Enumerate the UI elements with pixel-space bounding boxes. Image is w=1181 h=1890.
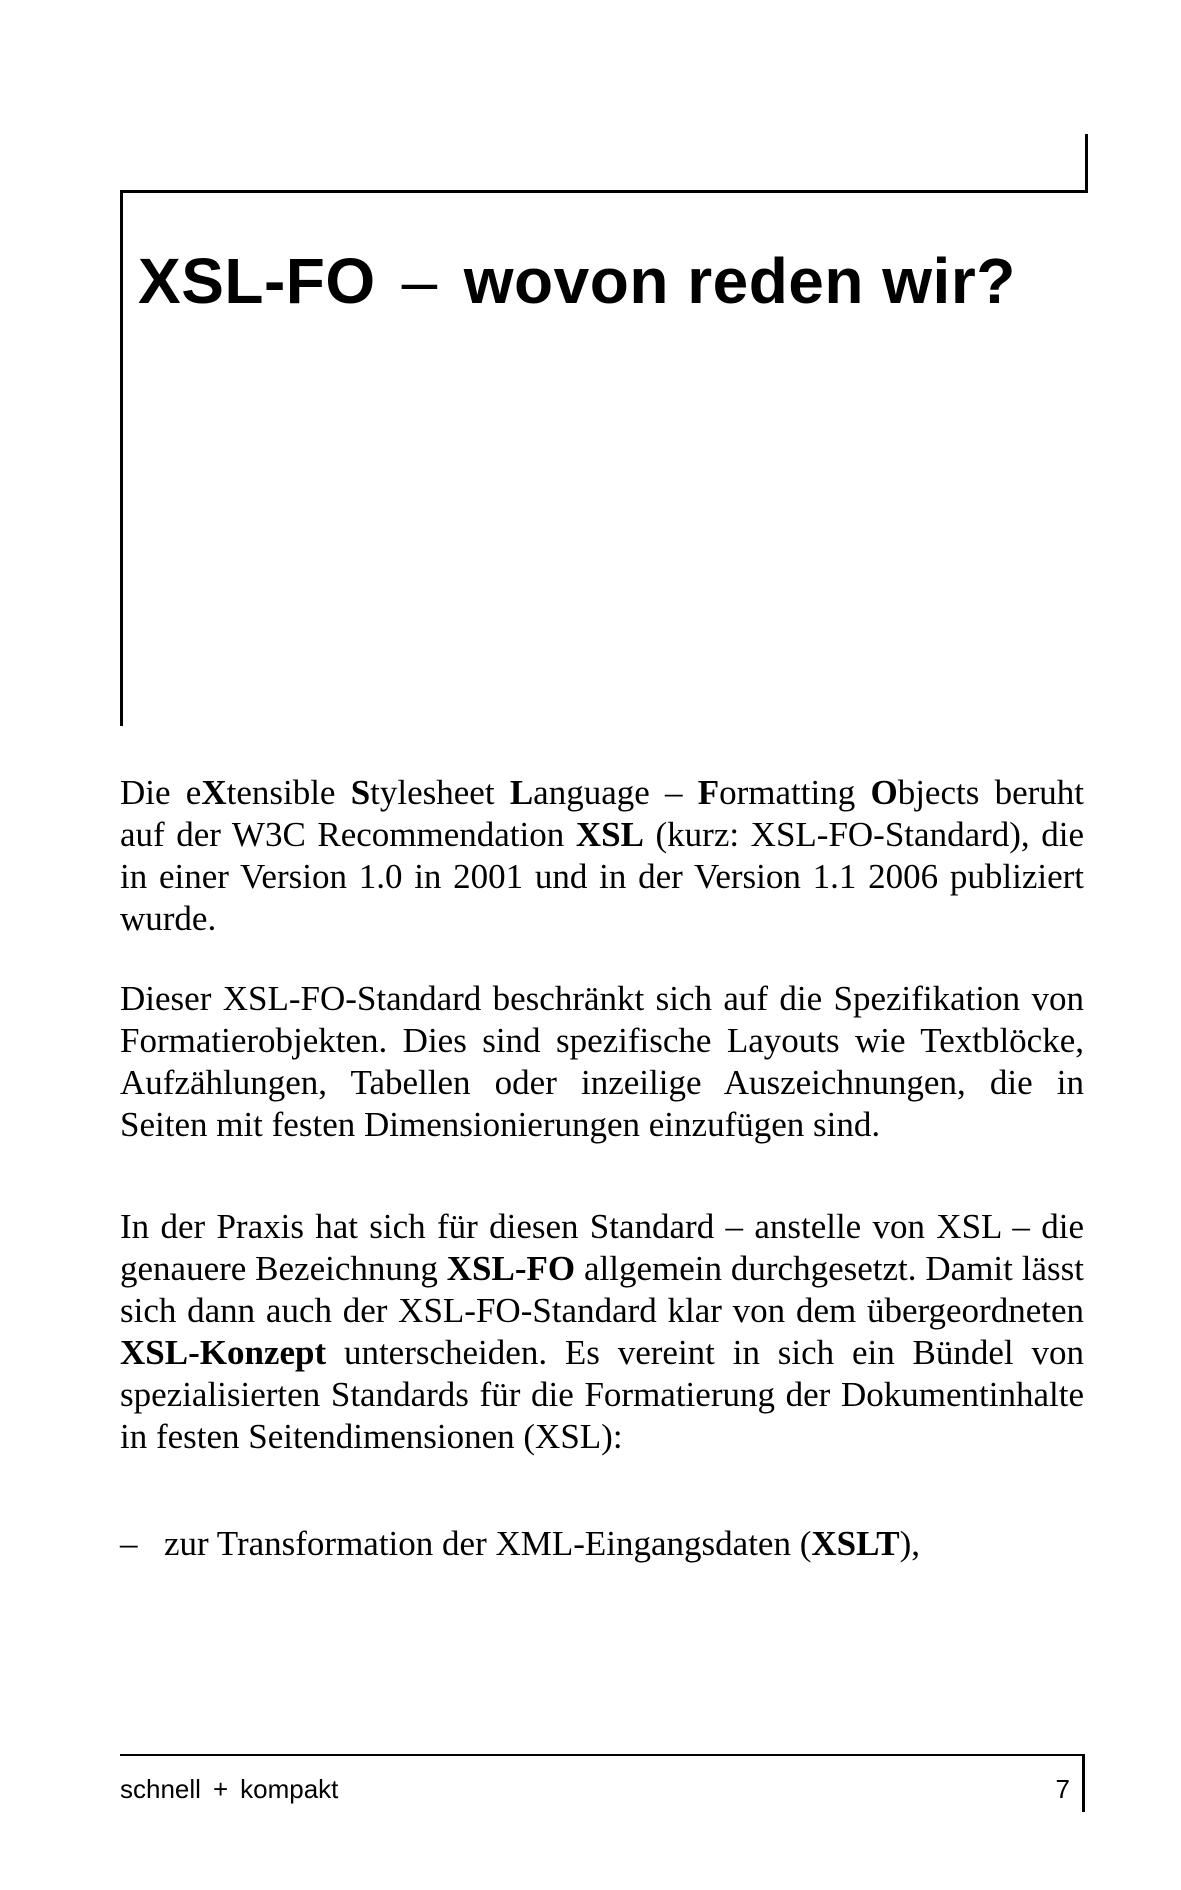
bold-term: F (697, 773, 720, 812)
list-item-text (164, 1524, 920, 1563)
paragraph-1 (120, 772, 1084, 940)
text-run: bjects beruht auf der W3C Recommendation (120, 773, 1084, 854)
bold-term: S (350, 773, 371, 812)
text-run: tylesheet (370, 773, 510, 812)
bold-term: O (870, 773, 898, 812)
text-run: ormatting (719, 773, 871, 812)
footer-series (120, 1774, 338, 1805)
footer-right-tick (1082, 1754, 1085, 1812)
chapter-title-part1: XSL-FO (138, 245, 376, 317)
text-run: tensible (226, 773, 351, 812)
text-run: anguage – (533, 773, 698, 812)
list-item-dash: – (120, 1524, 138, 1563)
paragraph-3 (120, 1206, 1084, 1458)
text-run: Die e (120, 773, 202, 812)
footer-series-word2: kompakt (240, 1774, 339, 1804)
bold-term: XSLT (811, 1524, 900, 1563)
chapter-box-top-rule (120, 190, 1088, 193)
chapter-box-left-rule (120, 190, 123, 726)
text-run: unterscheiden. Es vereint in sich ein Bündel von spezialisierten Standards für die Formatierung der Dokumentinhalte in festen Seitendimensionen (XSL): (120, 1333, 1084, 1456)
bold-term: XSL-Konzept (120, 1333, 327, 1372)
text-run: zur Transformation der XML-Eingangsdaten ( (164, 1524, 812, 1563)
footer-series-word1: schnell (120, 1774, 201, 1804)
bold-term: L (509, 773, 534, 812)
text-run: Dieser XSL-FO-Standard beschränkt sich auf die Spezifikation von Formatierobjekten. Dies sind spezifische Layouts wie Textblöcke, Aufzählungen, Tabellen oder inzeilige Auszeichnungen, die in Seiten mit festen Dimensionierungen einzufügen sind. (120, 979, 1084, 1144)
text-run: In der Praxis hat sich für diesen Standard – anstelle von XSL – die genauere Bezeichnung (120, 1207, 1084, 1288)
text-run: ), (899, 1524, 920, 1563)
list-item (120, 1523, 1084, 1565)
bold-term: X (201, 773, 227, 812)
chapter-box-right-tick (1085, 134, 1088, 193)
chapter-title-part2: wovon reden wir? (463, 245, 1016, 317)
paragraph-2 (120, 978, 1084, 1146)
page-number: 7 (1055, 1774, 1070, 1804)
text-run: allgemein durchgesetzt. Damit lässt sich dann auch der XSL-FO-Standard klar von dem übergeordneten (120, 1249, 1084, 1330)
bold-term: XSL-FO (446, 1249, 576, 1288)
text-run: (kurz: XSL-FO-Standard), die in einer Version 1.0 in 2001 und in der Version 1.1 2006 publiziert wurde. (120, 815, 1084, 938)
footer-series-plus: + (212, 1774, 229, 1804)
chapter-title-dash: – (401, 245, 438, 317)
footer-rule (120, 1754, 1085, 1756)
chapter-title (138, 244, 1016, 318)
bold-term: XSL (575, 815, 644, 854)
